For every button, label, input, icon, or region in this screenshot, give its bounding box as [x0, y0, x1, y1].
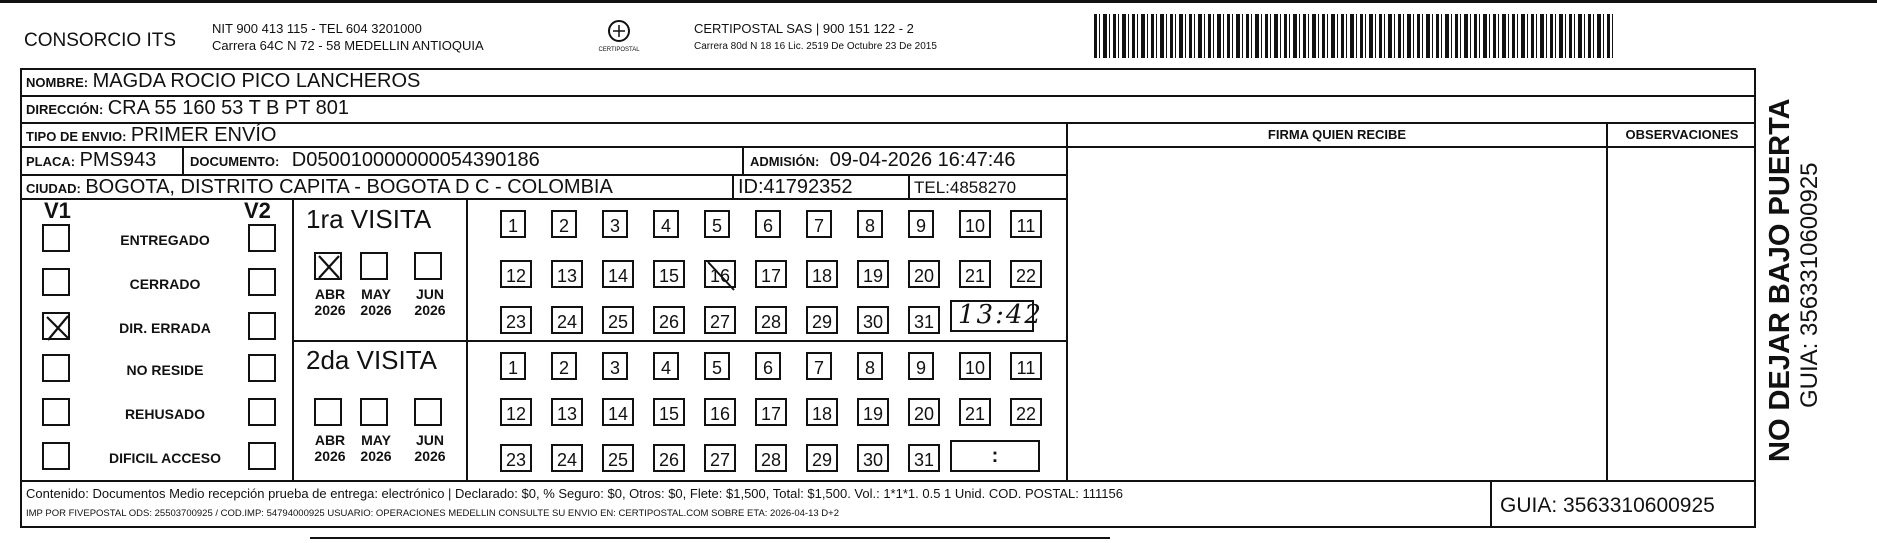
day-box[interactable]: 14: [602, 260, 634, 288]
v1-checkbox[interactable]: [42, 354, 70, 382]
admision-label: ADMISIÓN:: [750, 154, 820, 169]
check-mark-icon: [316, 254, 342, 280]
day-box[interactable]: 23: [500, 444, 532, 472]
day-box[interactable]: 16: [704, 398, 736, 426]
placa-label: PLACA:: [26, 154, 76, 169]
v1-label: V1: [44, 198, 71, 223]
first-visit-time-box[interactable]: [950, 300, 1043, 332]
day-box[interactable]: 19: [857, 398, 889, 426]
month-label: ABR 2026: [314, 286, 346, 318]
firma-header: FIRMA QUIEN RECIBE: [1267, 127, 1407, 142]
status-label: REHUSADO: [124, 406, 206, 422]
day-box[interactable]: 21: [959, 260, 991, 288]
day-box[interactable]: 12: [500, 398, 532, 426]
day-box[interactable]: 19: [857, 260, 889, 288]
day-box[interactable]: 1: [500, 352, 526, 380]
documento-value: D050010000000054390186: [291, 149, 540, 171]
day-box[interactable]: 3: [602, 210, 628, 238]
v2-checkbox[interactable]: [248, 354, 276, 382]
day-box[interactable]: 3: [602, 352, 628, 380]
top-border: [0, 0, 1877, 3]
day-box[interactable]: 31: [908, 306, 940, 334]
nit-line: NIT 900 413 115 - TEL 604 3201000: [212, 21, 422, 36]
second-visit-time: :: [991, 445, 999, 467]
day-box[interactable]: 13: [551, 398, 583, 426]
day-box[interactable]: 16: [704, 260, 736, 288]
first-visit-title: 1ra VISITA: [306, 204, 432, 234]
day-box[interactable]: 29: [806, 306, 838, 334]
footer-guia: GUIA: 3563310600925: [1500, 494, 1715, 517]
status-label: CERRADO: [129, 276, 201, 292]
day-box[interactable]: 21: [959, 398, 991, 426]
month-checkbox[interactable]: [360, 398, 388, 426]
month-checkbox[interactable]: [314, 398, 342, 426]
day-box[interactable]: 4: [653, 352, 679, 380]
day-box[interactable]: 24: [551, 444, 583, 472]
day-box[interactable]: 11: [1010, 352, 1042, 380]
day-box[interactable]: 18: [806, 398, 838, 426]
day-box[interactable]: 31: [908, 444, 940, 472]
day-box[interactable]: 13: [551, 260, 583, 288]
day-box[interactable]: 26: [653, 306, 685, 334]
carrier-line2: Carrera 80d N 18 16 Lic. 2519 De Octubre 23 De 2015: [694, 41, 937, 52]
carrier-line1: CERTIPOSTAL SAS | 900 151 122 - 2: [694, 21, 914, 36]
day-box[interactable]: 27: [704, 444, 736, 472]
day-box[interactable]: 28: [755, 444, 787, 472]
tel-value: TEL:4858270: [914, 178, 1017, 197]
day-box[interactable]: 10: [959, 210, 991, 238]
status-label: DIFICIL ACCESO: [108, 450, 221, 466]
bottom-scan-line: [310, 537, 1110, 539]
day-box[interactable]: 15: [653, 398, 685, 426]
ciudad-cell: [26, 176, 613, 199]
direccion-label: DIRECCIÓN:: [26, 102, 104, 117]
v2-label: V2: [244, 198, 271, 223]
v1-checkbox[interactable]: [42, 312, 70, 340]
day-box[interactable]: 28: [755, 306, 787, 334]
v1-checkbox[interactable]: [42, 398, 70, 426]
imp-text: IMP POR FIVEPOSTAL ODS: 25503700925 / COD.IMP: 54794000925 USUARIO: OPERACIONES MEDELLIN CONSULTE SU ENVIO EN: CERTIPOSTAL.COM SOBRE ETA: 2026-04-13 D+2: [26, 508, 839, 519]
month-checkbox[interactable]: [414, 398, 442, 426]
observaciones-header: OBSERVACIONES: [1625, 127, 1739, 142]
placa-value: PMS943: [79, 149, 157, 171]
month-checkbox[interactable]: [314, 252, 342, 280]
second-visit-title: 2da VISITA: [306, 345, 438, 375]
day-box[interactable]: 29: [806, 444, 838, 472]
ciudad-label: CIUDAD:: [26, 181, 81, 196]
company-name: CONSORCIO ITS: [24, 30, 177, 51]
day-box[interactable]: 9: [908, 210, 934, 238]
documento-cell: [190, 149, 540, 172]
admision-value: 09-04-2026 16:47:46: [829, 149, 1016, 171]
tipo-value: PRIMER ENVÍO: [130, 124, 277, 146]
month-label: ABR 2026: [314, 432, 346, 464]
v2-checkbox[interactable]: [248, 398, 276, 426]
day-box[interactable]: 24: [551, 306, 583, 334]
day-box[interactable]: 6: [755, 352, 781, 380]
day-box[interactable]: 17: [755, 398, 787, 426]
day-box[interactable]: 23: [500, 306, 532, 334]
status-label: DIR. ERRADA: [119, 320, 211, 336]
admision-cell: [750, 149, 1016, 172]
day-box[interactable]: 15: [653, 260, 685, 288]
day-box[interactable]: 6: [755, 210, 781, 238]
day-box[interactable]: 27: [704, 306, 736, 334]
check-mark-icon: [44, 314, 72, 342]
day-box[interactable]: 22: [1010, 260, 1042, 288]
day-box[interactable]: 17: [755, 260, 787, 288]
v2-checkbox[interactable]: [248, 442, 276, 470]
v1-checkbox[interactable]: [42, 268, 70, 296]
day-box[interactable]: 10: [959, 352, 991, 380]
day-box[interactable]: 14: [602, 398, 634, 426]
documento-label: DOCUMENTO:: [190, 154, 280, 169]
tipo-row: [26, 124, 276, 147]
barcode: [1094, 14, 1614, 58]
month-label: JUN 2026: [414, 432, 446, 464]
day-box[interactable]: 8: [857, 210, 883, 238]
v2-checkbox[interactable]: [248, 268, 276, 296]
contenido-text: Contenido: Documentos Medio recepción prueba de entrega: electrónico | Declarado: $0, % Seguro: $0, Otros: $0, Flete: $1,500, Total: $1,500. Vol.: 1*1*1. 0.5 1 Unid. COD. POSTAL: 111156: [26, 486, 1123, 501]
day-box[interactable]: 11: [1010, 210, 1042, 238]
day-box[interactable]: 22: [1010, 398, 1042, 426]
tipo-label: TIPO DE ENVIO:: [26, 129, 127, 144]
direccion-value: CRA 55 160 53 T B PT 801: [107, 97, 350, 119]
day-box[interactable]: 2: [551, 210, 577, 238]
day-box[interactable]: 18: [806, 260, 838, 288]
placa-cell: [26, 149, 156, 172]
day-box[interactable]: 20: [908, 398, 940, 426]
nombre-value: MAGDA ROCIO PICO LANCHEROS: [92, 70, 421, 92]
day-box[interactable]: 30: [857, 444, 889, 472]
day-box[interactable]: 20: [908, 260, 940, 288]
id-value: ID:41792352: [738, 176, 853, 198]
nombre-label: NOMBRE:: [26, 75, 89, 90]
v1-checkbox[interactable]: [42, 224, 70, 252]
day-box[interactable]: 7: [806, 210, 832, 238]
v2-checkbox[interactable]: [248, 224, 276, 252]
day-box[interactable]: 9: [908, 352, 934, 380]
check-mark-icon: [704, 258, 738, 292]
day-box[interactable]: 30: [857, 306, 889, 334]
status-label: NO RESIDE: [126, 362, 204, 378]
month-label: MAY 2026: [360, 286, 392, 318]
certipostal-logo: [590, 18, 648, 56]
v1-checkbox[interactable]: [42, 442, 70, 470]
logo-caption: CERTIPOSTAL: [598, 47, 640, 53]
second-visit-time-box[interactable]: [950, 440, 1040, 472]
day-box[interactable]: 5: [704, 210, 730, 238]
direccion-row: [26, 97, 349, 120]
address-line: Carrera 64C N 72 - 58 MEDELLIN ANTIOQUIA: [212, 38, 484, 53]
first-visit-time: 13:42: [958, 300, 1043, 330]
day-box[interactable]: 5: [704, 352, 730, 380]
v2-checkbox[interactable]: [248, 312, 276, 340]
day-box[interactable]: 1: [500, 210, 526, 238]
day-box[interactable]: 2: [551, 352, 577, 380]
day-box[interactable]: 25: [602, 444, 634, 472]
day-box[interactable]: 26: [653, 444, 685, 472]
day-box[interactable]: 7: [806, 352, 832, 380]
month-checkbox[interactable]: [360, 252, 388, 280]
day-box[interactable]: 8: [857, 352, 883, 380]
ciudad-value: BOGOTA, DISTRITO CAPITA - BOGOTA D C - COLOMBIA: [85, 176, 613, 198]
status-label: ENTREGADO: [120, 232, 210, 248]
month-label: JUN 2026: [414, 286, 446, 318]
month-checkbox[interactable]: [414, 252, 442, 280]
nombre-row: [26, 70, 420, 93]
day-box[interactable]: 25: [602, 306, 634, 334]
side-guia: GUIA: 3563310600925: [1796, 162, 1823, 408]
day-box[interactable]: 12: [500, 260, 532, 288]
month-label: MAY 2026: [360, 432, 392, 464]
day-box[interactable]: 4: [653, 210, 679, 238]
side-warning: NO DEJAR BAJO PUERTA: [1764, 98, 1796, 462]
